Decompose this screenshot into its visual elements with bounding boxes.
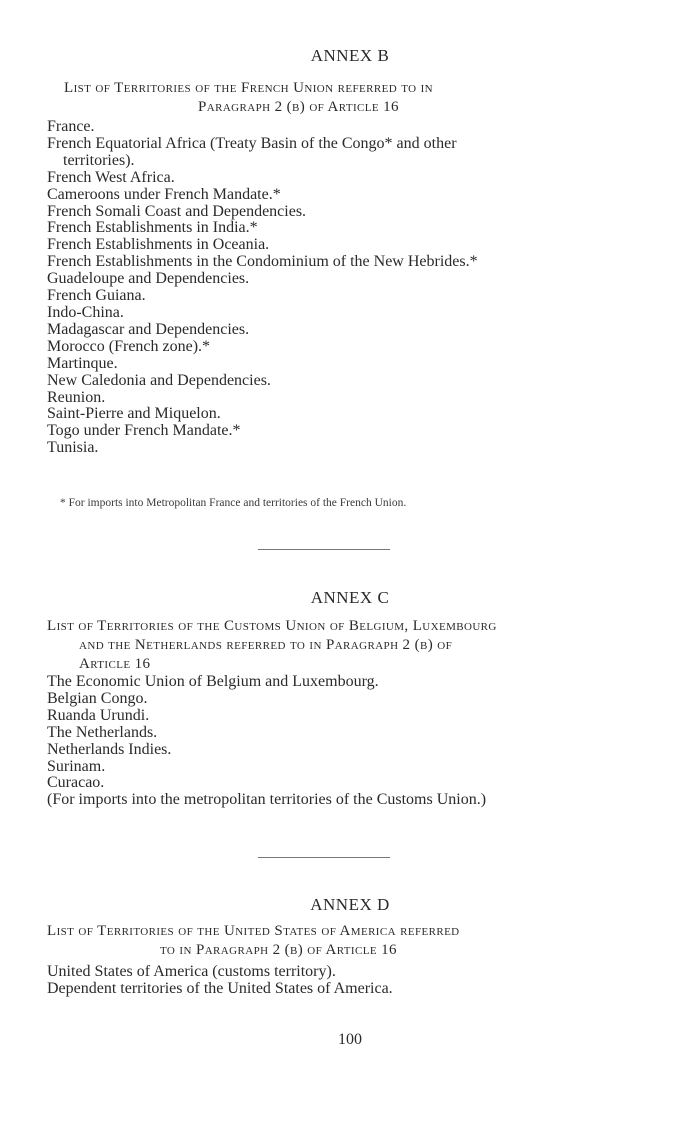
annex-b-heading-line-2: Paragraph 2 (b) of Article 16 [198, 99, 399, 115]
list-item: Morocco (French zone).* [47, 337, 211, 355]
list-item: Madagascar and Dependencies. [47, 320, 250, 338]
list-item-text: French Equatorial Africa (Treaty Basin of the Congo* and other [47, 134, 457, 152]
section-divider [258, 857, 390, 858]
annex-d-title: ANNEX D [310, 895, 390, 914]
list-item: Dependent territories of the United States of America. [47, 979, 393, 997]
list-item: Belgian Congo. [47, 689, 148, 707]
annex-b-heading [64, 79, 644, 117]
list-item: French Guiana. [47, 287, 146, 305]
list-item: Togo under French Mandate.* [47, 422, 241, 440]
annex-d-heading-line-1: List of Territories of the United States of America referred [47, 923, 460, 939]
annex-b-heading-line-1: List of Territories of the French Union referred to in [64, 80, 434, 96]
list-item: The Netherlands. [47, 723, 158, 741]
annex-c-heading-line-2: and the Netherlands referred to in Paragraph 2 (b) of [79, 637, 453, 653]
list-item: French Establishments in India.* [47, 219, 258, 237]
list-item: Reunion. [47, 388, 106, 406]
annex-c-title: ANNEX C [310, 588, 390, 607]
annex-c-territory-list [47, 674, 486, 809]
list-item: French Establishments in the Condominium of the New Hebrides.* [47, 253, 478, 271]
list-item: Ruanda Urundi. [47, 706, 150, 724]
annex-c-heading-line-1: List of Territories of the Customs Union of Belgium, Luxembourg [47, 618, 497, 634]
annex-d-heading-line-2: to in Paragraph 2 (b) of Article 16 [160, 942, 397, 958]
annex-b-title: ANNEX B [310, 46, 390, 65]
list-item: Guadeloupe and Dependencies. [47, 270, 250, 288]
list-item: The Economic Union of Belgium and Luxembourg. [47, 673, 379, 690]
list-item: Saint-Pierre and Miquelon. [47, 405, 221, 423]
list-item: New Caledonia and Dependencies. [47, 371, 271, 389]
annex-c-heading [47, 617, 657, 674]
list-item: Curacao. [47, 774, 105, 792]
list-item: Indo-China. [47, 303, 124, 321]
annex-b-footnote: * For imports into Metropolitan France and territories of the French Union. [60, 497, 407, 509]
annex-b-territory-list [47, 119, 478, 457]
list-item: French Establishments in Oceania. [47, 236, 270, 254]
list-item: Surinam. [47, 757, 106, 775]
list-item: French Somali Coast and Dependencies. [47, 202, 307, 220]
list-item: French West Africa. [47, 168, 175, 186]
list-item [47, 136, 478, 170]
annex-d-heading [47, 922, 657, 960]
list-item: United States of America (customs territory). [47, 963, 336, 980]
section-divider [258, 549, 390, 550]
list-item: Cameroons under French Mandate.* [47, 185, 281, 203]
annex-c-heading-line-3: Article 16 [79, 656, 151, 672]
list-item: France. [47, 118, 95, 135]
list-item: Netherlands Indies. [47, 740, 172, 758]
list-item: (For imports into the metropolitan territories of the Customs Union.) [47, 791, 487, 809]
list-item-continuation: territories). [63, 151, 135, 169]
list-item: Martinque. [47, 354, 118, 372]
list-item: Tunisia. [47, 439, 99, 457]
page-number: 100 [338, 1031, 362, 1048]
annex-d-territory-list [47, 964, 393, 998]
